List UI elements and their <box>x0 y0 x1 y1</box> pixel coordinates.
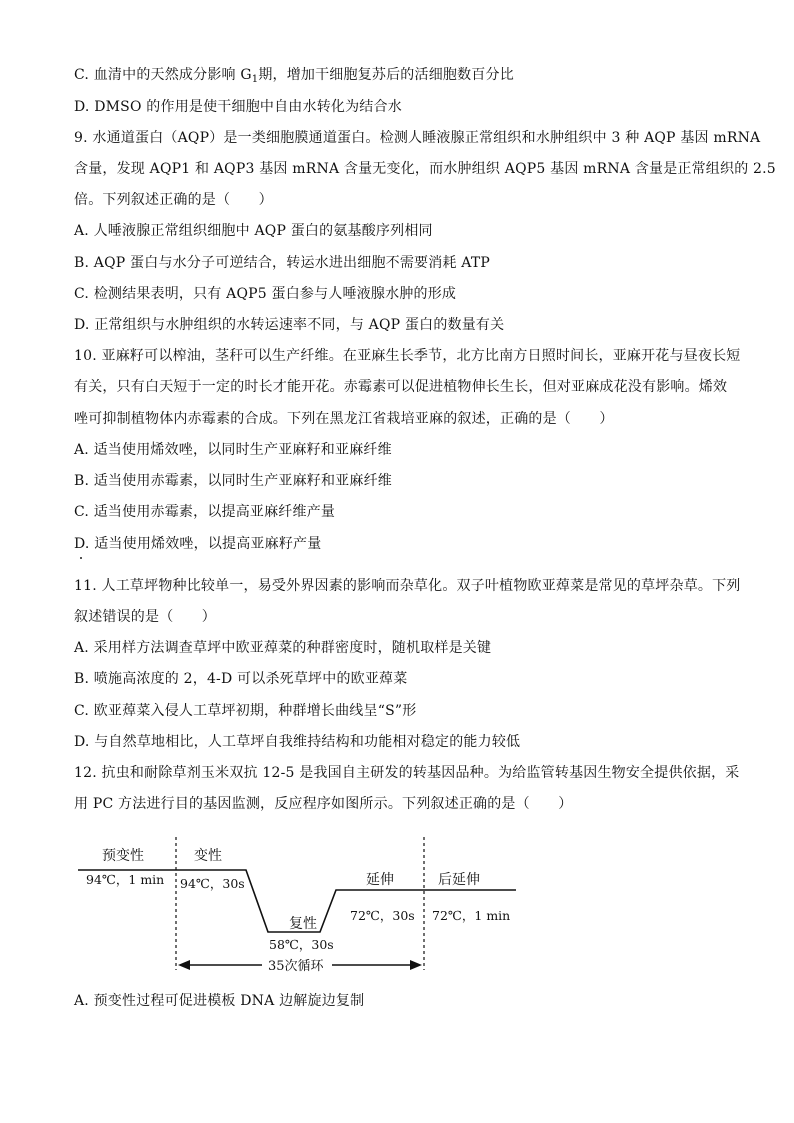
stage-name: 变性 <box>194 848 222 864</box>
subscript: 1 <box>251 74 259 85</box>
option-line: D. DMSO 的作用是使干细胞中自由水转化为结合水 <box>74 99 402 115</box>
question-10-stem: 唑可抑制植物体内赤霉素的合成。下列在黑龙江省栽培亚麻的叙述，正确的是（ ） <box>74 411 614 427</box>
question-9-option-c: C. 检测结果表明，只有 AQP5 蛋白参与人唾液腺水肿的形成 <box>74 286 457 302</box>
question-10-stem: 10. 亚麻籽可以榨油，茎秆可以生产纤维。在亚麻生长季节，北方比南方日照时间长，亚麻开花与昼夜长短 <box>74 348 741 364</box>
stage-name: 后延伸 <box>438 872 480 888</box>
question-10-option-d: D. 适当使用烯效唑，以提高亚麻籽产量 <box>74 536 322 552</box>
cycle-arrow-left-head <box>178 960 190 970</box>
stray-dot <box>80 557 82 559</box>
stage-condition: 72℃，30s <box>350 908 415 923</box>
stage-name: 复性 <box>289 916 317 932</box>
question-12-stem: 用 PC 方法进行目的基因监测，反应程序如图所示。下列叙述正确的是（ ） <box>74 796 573 812</box>
question-10-option-c: C. 适当使用赤霉素，以提高亚麻纤维产量 <box>74 504 336 520</box>
stage-name: 预变性 <box>102 848 144 864</box>
question-11-stem: 叙述错误的是（ ） <box>74 609 216 625</box>
question-11-option-b: B. 喷施高浓度的 2，4-D 可以杀死草坪中的欧亚蔊菜 <box>74 671 408 687</box>
question-11-option-a: A. 采用样方法调查草坪中欧亚蔊菜的种群密度时，随机取样是关键 <box>74 640 492 656</box>
question-10-option-a: A. 适当使用烯效唑，以同时生产亚麻籽和亚麻纤维 <box>74 442 392 458</box>
question-9-stem: 倍。下列叙述正确的是（ ） <box>74 192 273 208</box>
question-11-option-c: C. 欧亚蔊菜入侵人工草坪初期，种群增长曲线呈“S”形 <box>74 703 417 719</box>
stage-condition: 58℃，30s <box>269 937 334 952</box>
question-12-option-a: A. 预变性过程可促进模板 DNA 边解旋边复制 <box>74 993 365 1009</box>
stage-name: 延伸 <box>366 872 394 888</box>
option-text: 期，增加干细胞复苏后的活细胞数百分比 <box>258 67 514 83</box>
stage-condition: 94℃，30s <box>180 876 245 891</box>
option-line <box>74 64 734 91</box>
question-9-stem: 含量，发现 AQP1 和 AQP3 基因 mRNA 含量无变化，而水肿组织 AQP5 基因 mRNA 含量是正常组织的 2.5 <box>74 161 776 177</box>
cycle-label: 35次循环 <box>268 959 324 974</box>
cycle-arrow-right-head <box>410 960 422 970</box>
question-9-option-d: D. 正常组织与水肿组织的水转运速率不同，与 AQP 蛋白的数量有关 <box>74 317 505 333</box>
pcr-program-diagram <box>70 832 530 982</box>
question-10-option-b: B. 适当使用赤霉素，以同时生产亚麻籽和亚麻纤维 <box>74 473 392 489</box>
question-9-option-b: B. AQP 蛋白与水分子可逆结合，转运水进出细胞不需要消耗 ATP <box>74 255 490 271</box>
question-10-stem: 有关，只有白天短于一定的时长才能开花。赤霉素可以促进植物伸长生长，但对亚麻成花没有影响。烯效 <box>74 379 728 395</box>
stage-condition: 72℃，1 min <box>432 908 511 923</box>
question-11-stem: 11. 人工草坪物种比较单一，易受外界因素的影响而杂草化。双子叶植物欧亚蔊菜是常见的草坪杂草。下列 <box>74 578 741 594</box>
question-9-stem: 9. 水通道蛋白（AQP）是一类细胞膜通道蛋白。检测人睡液腺正常组织和水肿组织中 3 种 AQP 基因 mRNA <box>74 130 761 146</box>
stage-condition: 94℃，1 min <box>86 872 165 887</box>
option-text: C. 血清中的天然成分影响 G <box>74 67 252 83</box>
question-11-option-d: D. 与自然草地相比，人工草坪自我维持结构和功能相对稳定的能力较低 <box>74 734 521 750</box>
question-12-stem: 12. 抗虫和耐除草剂玉米双抗 12-5 是我国自主研发的转基因品种。为给监管转基因生物安全提供依据，采 <box>74 765 740 781</box>
question-9-option-a: A. 人唾液腺正常组织细胞中 AQP 蛋白的氨基酸序列相同 <box>74 223 433 239</box>
